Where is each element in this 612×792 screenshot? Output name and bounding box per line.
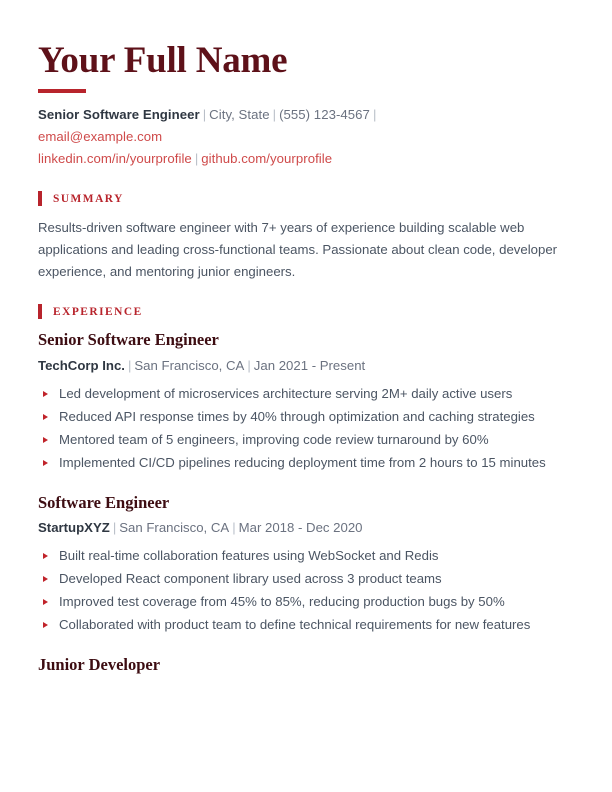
job-bullet [38,545,574,567]
triangle-bullet-icon [43,622,48,628]
triangle-bullet-icon [43,391,48,397]
experience-job-list [38,330,574,676]
job-company: StartupXYZ [38,520,110,536]
job-bullet [38,614,574,636]
phone-text: (555) 123-4567 [279,107,370,123]
separator-pipe: | [232,520,236,536]
job-entry [38,330,574,474]
professional-title: Senior Software Engineer [38,107,200,123]
job-bullet-text: Mentored team of 5 engineers, improving code review turnaround by 60% [59,431,489,447]
job-meta [38,518,574,538]
job-bullet [38,406,574,428]
section-title-text: SUMMARY [53,192,124,205]
contact-line-email [38,126,574,148]
summary-section-heading [38,191,574,206]
job-company: TechCorp Inc. [38,357,125,373]
separator-pipe: | [202,107,207,123]
experience-section [38,304,574,676]
job-bullet-list [38,383,574,474]
resume-header [38,41,574,170]
job-bullet-text: Led development of microservices architecture serving 2M+ daily active users [59,385,513,401]
section-accent-bar [38,304,42,319]
github-link[interactable]: github.com/yourprofile [201,151,333,167]
triangle-bullet-icon [43,460,48,466]
separator-pipe: | [127,357,132,373]
linkedin-link[interactable]: linkedin.com/in/yourprofile [38,151,192,167]
job-location: San Francisco, CA [119,520,230,536]
job-entry [38,493,574,637]
email-link[interactable]: email@example.com [38,129,163,145]
job-title: Junior Developer [38,655,161,675]
triangle-bullet-icon [43,437,48,443]
separator-pipe: | [272,107,277,123]
job-meta [38,356,574,376]
job-title: Senior Software Engineer [38,330,219,350]
separator-pipe: | [112,520,117,536]
job-bullet [38,568,574,590]
job-bullet [38,591,574,613]
job-dates: Mar 2018 - Dec 2020 [238,520,363,536]
section-accent-bar [38,191,42,206]
summary-section [38,191,574,283]
full-name: Your Full Name [38,40,288,81]
triangle-bullet-icon [43,599,48,605]
job-bullet-text: Implemented CI/CD pipelines reducing deployment time from 2 hours to 15 minutes [59,454,546,470]
job-bullet-text: Developed React component library used across 3 product teams [59,571,442,587]
job-bullet [38,383,574,405]
separator-pipe: | [247,357,251,373]
name-underline-rule [38,89,86,93]
job-bullet-list [38,545,574,636]
job-bullet-text: Improved test coverage from 45% to 85%, reducing production bugs by 50% [59,594,505,610]
contact-line-social [38,148,574,170]
job-bullet [38,429,574,451]
job-bullet-text: Reduced API response times by 40% through optimization and caching strategies [59,408,535,424]
contact-line-primary [38,104,574,126]
section-title-text: EXPERIENCE [53,305,143,318]
experience-section-heading [38,304,574,319]
summary-text: Results-driven software engineer with 7+ years of experience building scalable web applications and leading cross-functional teams. Passionate about clean code, developer experience, and mentoring junior engineers. [38,220,558,280]
triangle-bullet-icon [43,553,48,559]
separator-pipe: | [194,151,199,167]
location-text: City, State [209,107,270,123]
job-bullet-text: Built real-time collaboration features using WebSocket and Redis [59,548,439,564]
job-title: Software Engineer [38,492,170,512]
triangle-bullet-icon [43,576,48,582]
job-bullet-text: Collaborated with product team to define technical requirements for new features [59,617,531,633]
job-bullet [38,452,574,474]
job-location: San Francisco, CA [134,357,245,373]
separator-pipe: | [372,107,377,123]
job-dates: Jan 2021 - Present [253,357,366,373]
job-entry [38,655,574,676]
triangle-bullet-icon [43,414,48,420]
